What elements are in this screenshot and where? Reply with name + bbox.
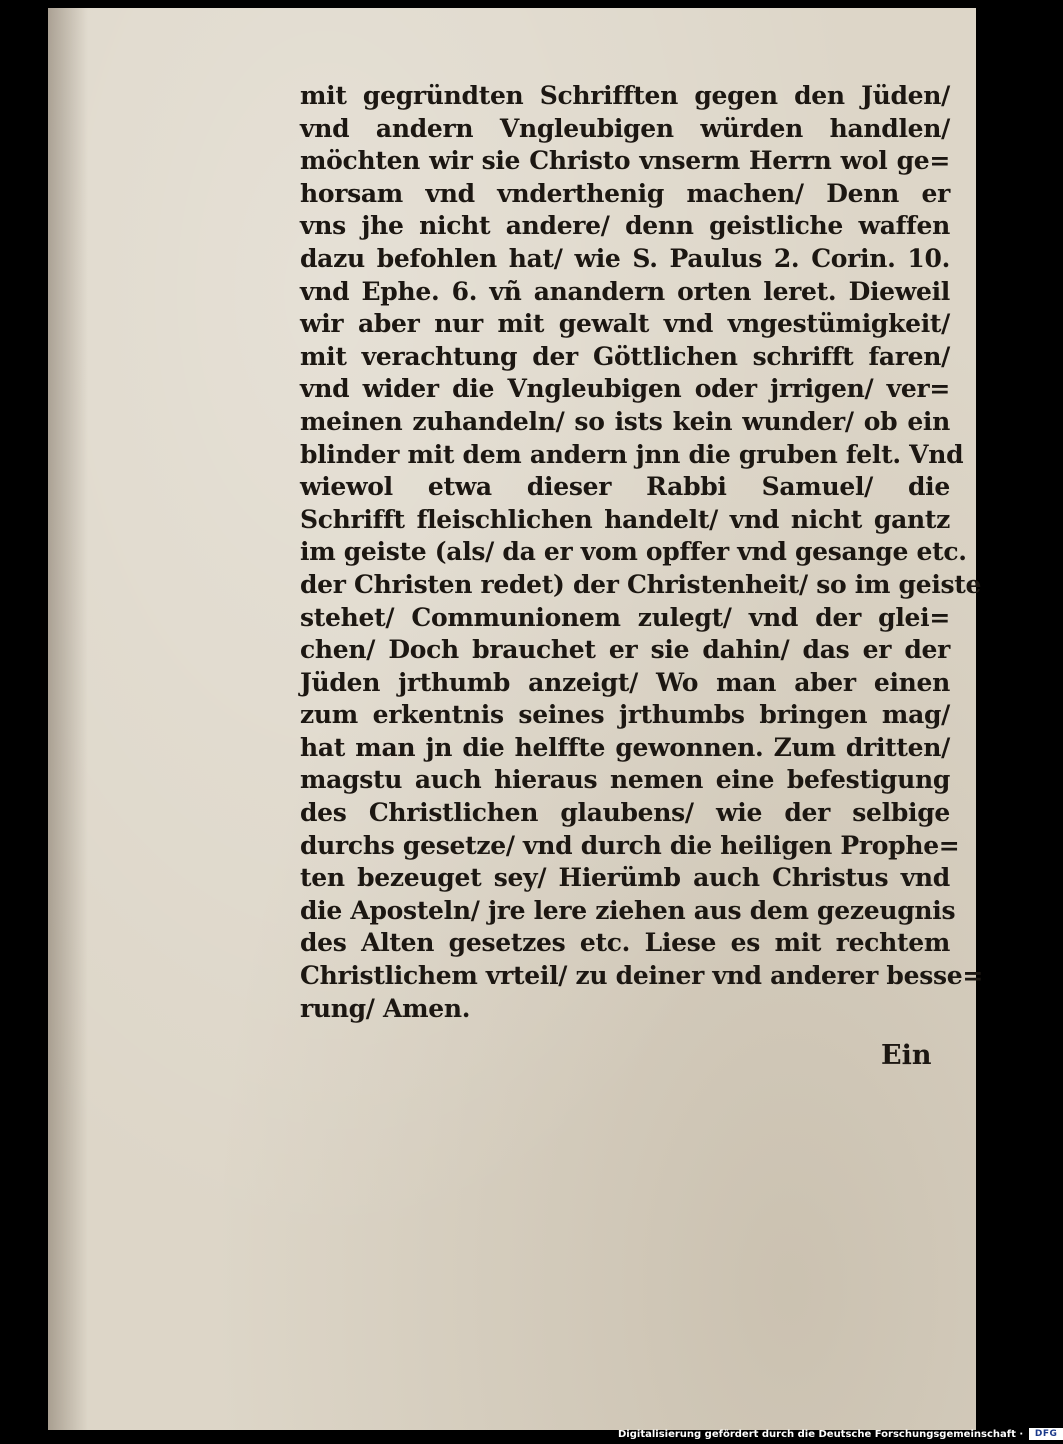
text-line: Jüden jrthumb anzeigt/ Wo man aber einen — [300, 667, 950, 697]
text-line: der Christen redet) der Christenheit/ so im geiste — [300, 569, 982, 599]
digitization-credit — [618, 1427, 1063, 1441]
dfg-logo-icon: DFG — [1029, 1428, 1063, 1440]
text-line: wiewol etwa dieser Rabbi Samuel/ die — [300, 472, 950, 502]
text-line: meinen zuhandeln/ so ists kein wunder/ ob ein — [300, 406, 950, 436]
text-line: möchten wir sie Christo vnserm Herrn wol ge= — [300, 146, 950, 176]
text-line: magstu auch hieraus nemen eine befestigung — [300, 765, 950, 795]
gutter-shadow — [48, 8, 88, 1430]
text-line: vns jhe nicht andere/ denn geistliche waffen — [300, 211, 950, 241]
text-line: chen/ Doch brauchet er sie dahin/ das er der — [300, 635, 950, 665]
text-line: hat man jn die helffte gewonnen. Zum dritten/ — [300, 732, 950, 762]
text-line: Christlichem vrteil/ zu deiner vnd anderer besse= — [300, 961, 984, 991]
text-line: Schrifft fleischlichen handelt/ vnd nicht gantz — [300, 504, 950, 534]
text-line: zum erkentnis seines jrthumbs bringen mag/ — [300, 700, 950, 730]
text-line: die Aposteln/ jre lere ziehen aus dem gezeugnis — [300, 895, 956, 925]
text-line: dazu befohlen hat/ wie S. Paulus 2. Corin. 10. — [300, 243, 950, 273]
credit-text: Digitalisierung gefördert durch die Deutsche Forschungsgemeinschaft · — [618, 1428, 1024, 1440]
text-line: des Alten gesetzes etc. Liese es mit rechtem — [300, 928, 950, 958]
text-line: horsam vnd vnderthenig machen/ Denn er — [300, 178, 950, 208]
text-line: mit gegründten Schrifften gegen den Jüden/ — [300, 81, 950, 110]
text-line: im geiste (als/ da er vom opffer vnd gesange etc. — [300, 537, 967, 567]
text-line: wir aber nur mit gewalt vnd vngestümigkeit/ — [300, 309, 950, 339]
text-line: vnd andern Vngleubigen würden handlen/ — [300, 113, 950, 143]
text-line-last: rung/ Amen. — [300, 993, 471, 1023]
text-block — [300, 80, 984, 1025]
text-line: des Christlichen glaubens/ wie der selbige — [300, 798, 950, 828]
text-line: stehet/ Communionem zulegt/ vnd der glei= — [300, 602, 950, 632]
text-line: vnd wider die Vngleubigen oder jrrigen/ ver= — [300, 374, 950, 404]
text-line: mit verachtung der Göttlichen schrifft faren/ — [300, 341, 950, 371]
text-line: ten bezeuget sey/ Hierümb auch Christus vnd — [300, 863, 950, 893]
text-line: blinder mit dem andern jnn die gruben felt. Vnd — [300, 439, 964, 469]
book-page — [48, 8, 984, 1430]
catchword: Ein — [881, 1040, 932, 1071]
text-line: vnd Ephe. 6. vñ anandern orten leret. Dieweil — [300, 276, 950, 306]
text-line: durchs gesetze/ vnd durch die heiligen Prophe= — [300, 830, 960, 860]
